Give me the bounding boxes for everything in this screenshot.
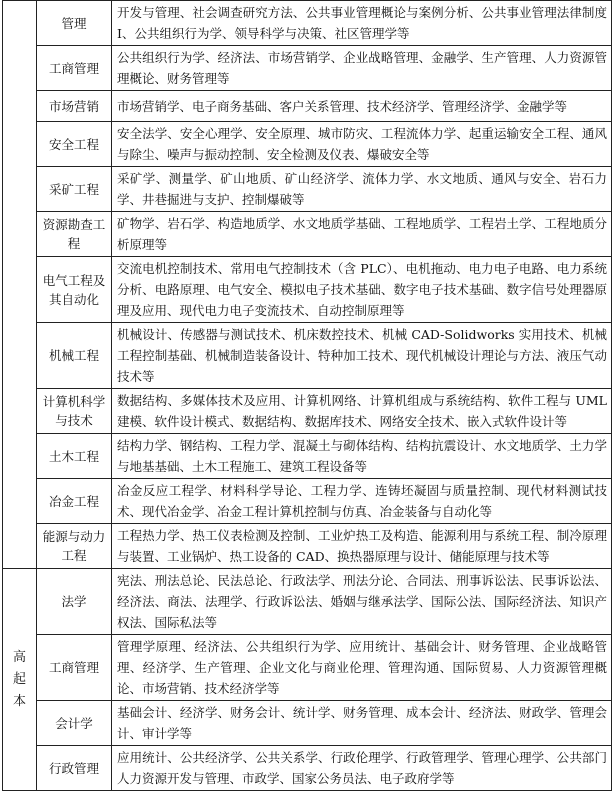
major-cell: 计算机科学与技术	[37, 389, 112, 434]
major-cell: 冶金工程	[37, 479, 112, 524]
courses-cell: 交流电机控制技术、常用电气控制技术（含 PLC）、电机拖动、电力电子电路、电力系统分析、电路原理、电气安全、模拟电子技术基础、数字电子技术基础、数字信号处理器原理及应用、现代电力电子变流技术、自动控制原理等	[112, 257, 612, 323]
major-cell: 安全工程	[37, 122, 112, 167]
course-table	[2, 0, 612, 791]
table-row	[3, 569, 612, 635]
table-row	[3, 524, 612, 569]
table-row	[3, 91, 612, 122]
table-row	[3, 635, 612, 701]
major-cell: 法学	[37, 569, 112, 635]
table-row	[3, 46, 612, 91]
major-cell: 能源与动力工程	[37, 524, 112, 569]
table-row	[3, 746, 612, 791]
major-cell: 资源勘查工程	[37, 212, 112, 257]
table-row	[3, 323, 612, 389]
courses-cell: 开发与管理、社会调查研究方法、公共事业管理概论与案例分析、公共事业管理法律制度Ⅰ、公共组织行为学、领导科学与决策、社区管理学等	[112, 1, 612, 46]
table-row	[3, 122, 612, 167]
major-cell: 采矿工程	[37, 167, 112, 212]
major-cell: 工商管理	[37, 635, 112, 701]
courses-cell: 工程热力学、热工仪表检测及控制、工业炉热工及构造、能源利用与系统工程、制冷原理与装置、工业锅炉、热工设备的 CAD、换热器原理与设计、储能原理与技术等	[112, 524, 612, 569]
courses-cell: 数据结构、多媒体技术及应用、计算机网络、计算机组成与系统结构、软件工程与 UML 建模、软件设计模式、数据结构、数据库技术、网络安全技术、嵌入式软件设计等	[112, 389, 612, 434]
major-cell: 会计学	[37, 701, 112, 746]
major-cell: 管理	[37, 1, 112, 46]
table-row	[3, 1, 612, 46]
table-row	[3, 212, 612, 257]
courses-cell: 安全法学、安全心理学、安全原理、城市防灾、工程流体力学、起重运输安全工程、通风与除尘、噪声与振动控制、安全检测及仪表、爆破安全等	[112, 122, 612, 167]
courses-cell: 管理学原理、经济法、公共组织行为学、应用统计、基础会计、财务管理、企业战略管理、经济学、生产管理、企业文化与商业伦理、管理沟通、国际贸易、人力资源管理概论、市场营销、技术经济学等	[112, 635, 612, 701]
courses-cell: 结构力学、钢结构、工程力学、混凝土与砌体结构、结构抗震设计、水文地质学、土力学与地基基础、土木工程施工、建筑工程设备等	[112, 434, 612, 479]
table-row	[3, 389, 612, 434]
major-cell: 市场营销	[37, 91, 112, 122]
courses-cell: 市场营销学、电子商务基础、客户关系管理、技术经济学、管理经济学、金融学等	[112, 91, 612, 122]
table-row	[3, 257, 612, 323]
courses-cell: 冶金反应工程学、材料科学导论、工程力学、连铸坯凝固与质量控制、现代材料测试技术、现代冶金学、冶金工程计算机控制与仿真、冶金装备与自动化等	[112, 479, 612, 524]
table-row	[3, 167, 612, 212]
level-label: 高起本	[12, 649, 26, 709]
level-cell	[3, 569, 37, 791]
courses-cell: 公共组织行为学、经济法、市场营销学、企业战略管理、金融学、生产管理、人力资源管理概论、财务管理等	[112, 46, 612, 91]
courses-cell: 采矿学、测量学、矿山地质、矿山经济学、流体力学、水文地质、通风与安全、岩石力学、井巷掘进与支护、控制爆破等	[112, 167, 612, 212]
table-row	[3, 434, 612, 479]
major-cell: 行政管理	[37, 746, 112, 791]
table-row	[3, 701, 612, 746]
courses-cell: 机械设计、传感器与测试技术、机床数控技术、机械 CAD-Solidworks 实用技术、机械工程控制基础、机械制造装备设计、特种加工技术、现代机械设计理论与方法、液压气动技术等	[112, 323, 612, 389]
courses-cell: 宪法、刑法总论、民法总论、行政法学、刑法分论、合同法、刑事诉讼法、民事诉讼法、经济法、商法、法理学、行政诉讼法、婚姻与继承法学、国际公法、国际经济法、知识产权法、国际私法等	[112, 569, 612, 635]
major-cell: 电气工程及其自动化	[37, 257, 112, 323]
major-cell: 工商管理	[37, 46, 112, 91]
level-cell	[3, 1, 37, 569]
table-row	[3, 479, 612, 524]
courses-cell: 基础会计、经济学、财务会计、统计学、财务管理、成本会计、经济法、财政学、管理会计、审计学等	[112, 701, 612, 746]
courses-cell: 应用统计、公共经济学、公共关系学、行政伦理学、行政管理学、管理心理学、公共部门人力资源开发与管理、市政学、国家公务员法、电子政府学等	[112, 746, 612, 791]
courses-cell: 矿物学、岩石学、构造地质学、水文地质学基础、工程地质学、工程岩土学、工程地质分析原理等	[112, 212, 612, 257]
major-cell: 土木工程	[37, 434, 112, 479]
major-cell: 机械工程	[37, 323, 112, 389]
